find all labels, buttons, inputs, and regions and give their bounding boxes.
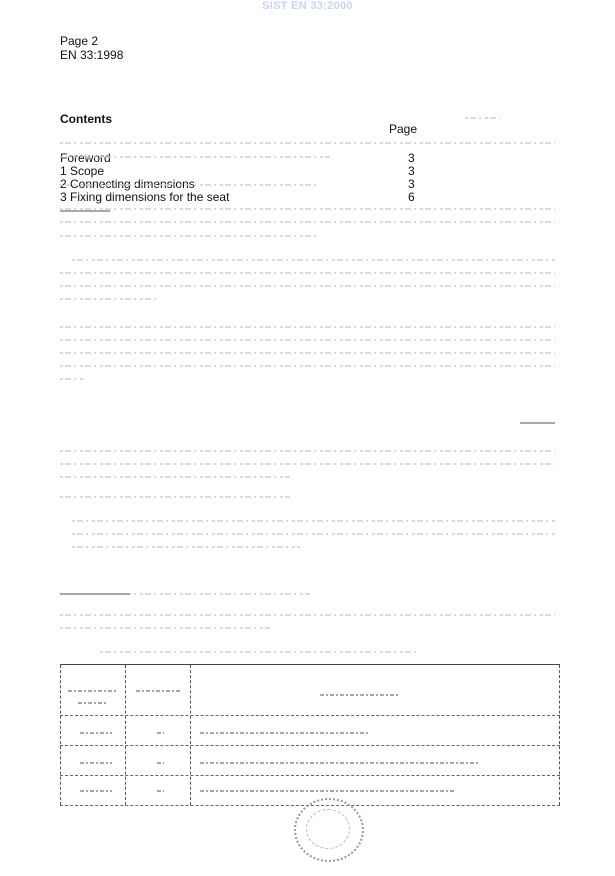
toc-item-page: 6 <box>408 190 415 204</box>
toc-item-label: 3 Fixing dimensions for the seat <box>60 190 230 204</box>
toc-item-page: 3 <box>408 151 415 165</box>
official-stamp-icon <box>294 798 364 862</box>
page-number: Page 2 <box>60 34 99 48</box>
toc-item-page: 3 <box>408 177 415 191</box>
contents-heading: Contents <box>60 112 112 126</box>
toc-item-label: Foreword <box>60 151 111 165</box>
document-watermark: SIST EN 33:2000 <box>262 0 353 12</box>
standard-id: EN 33:1998 <box>60 48 124 62</box>
show-through-table <box>60 664 560 806</box>
toc-item-label: 1 Scope <box>60 164 105 178</box>
page-column-heading: Page <box>389 122 418 136</box>
toc-item-label: 2 Connecting dimensions <box>60 177 195 191</box>
toc-item-page: 3 <box>408 164 415 178</box>
